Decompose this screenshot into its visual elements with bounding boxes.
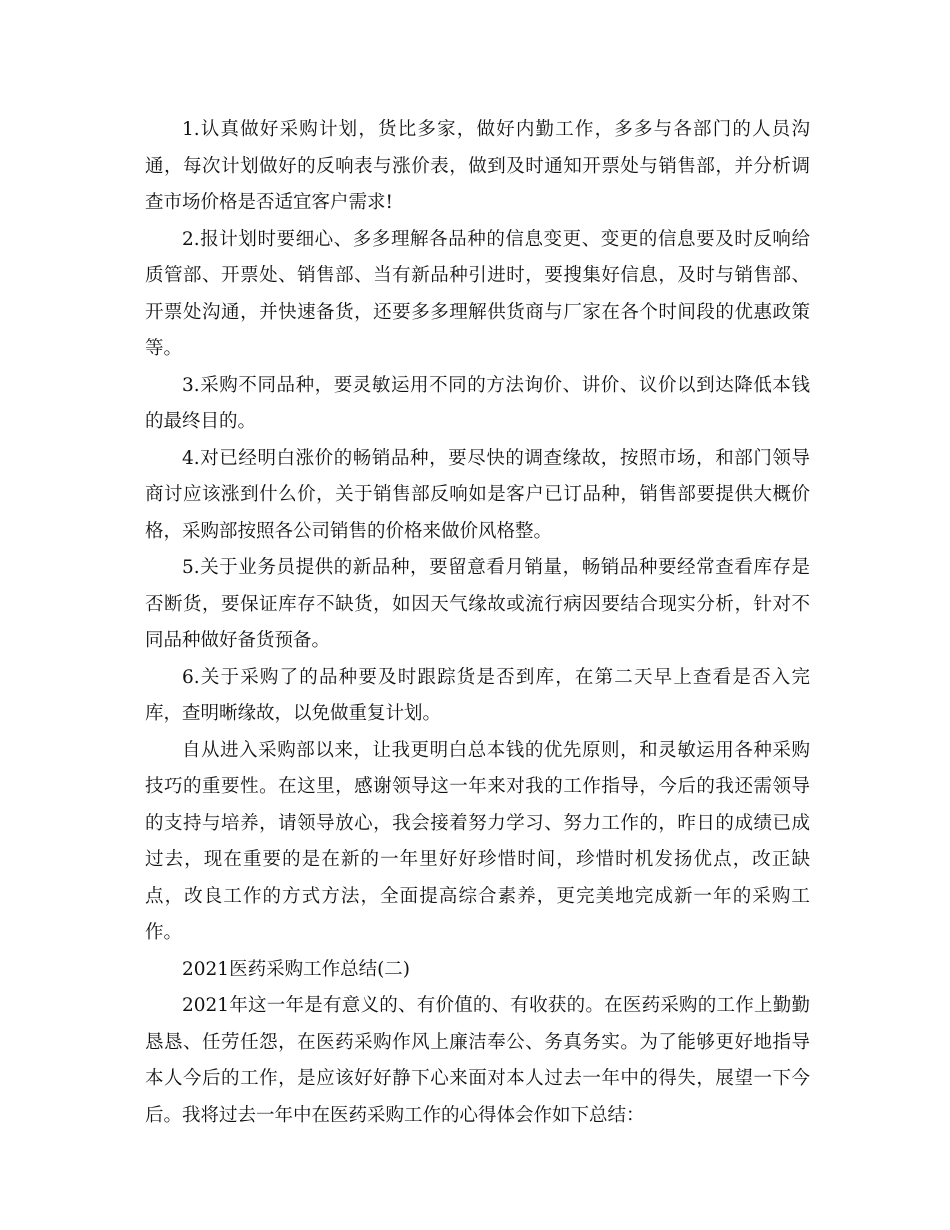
summary-paragraph: 自从进入采购部以来，让我更明白总本钱的优先原则，和灵敏运用各种采购技巧的重要性。在这里，感谢领导这一年来对我的工作指导，今后的我还需领导的支持与培养，请领导放心，我会接着努力学习、努力工作的，昨日的成绩已成过去，现在重要的是在新的一年里好好珍惜时间，珍惜时机发扬优点，改正缺点，改良工作的方式方法，全面提高综合素养，更完美地完成新一年的采购工作。 xyxy=(145,739,810,943)
document-body xyxy=(145,112,810,1134)
paragraph-item-5: 5.关于业务员提供的新品种，要留意看月销量，畅销品种要经常查看库存是否断货，要保证库存不缺货，如因天气缘故或流行病因要结合现实分析，针对不同品种做好备货预备。 xyxy=(145,557,810,651)
intro-paragraph: 2021年这一年是有意义的、有价值的、有收获的。在医药采购的工作上勤勤恳恳、任劳任怨，在医药采购作风上廉洁奉公、务真务实。为了能够更好地指导本人今后的工作，是应该好好静下心来面对本人过去一年中的得失，展望一下今后。我将过去一年中在医药采购工作的心得体会作如下总结： xyxy=(145,995,810,1126)
paragraph-item-3: 3.采购不同品种，要灵敏运用不同的方法询价、讲价、议价以到达降低本钱的最终目的。 xyxy=(145,374,810,432)
paragraph-item-2: 2.报计划时要细心、多多理解各品种的信息变更、变更的信息要及时反响给质管部、开票处、销售部、当有新品种引进时，要搜集好信息，及时与销售部、开票处沟通，并快速备货，还要多多理解供货商与厂家在各个时间段的优惠政策等。 xyxy=(145,228,810,359)
paragraph-item-1: 1.认真做好采购计划，货比多家，做好内勤工作，多多与各部门的人员沟通，每次计划做好的反响表与涨价表，做到及时通知开票处与销售部，并分析调查市场价格是否适宜客户需求! xyxy=(145,119,810,213)
paragraph-item-4: 4.对已经明白涨价的畅销品种，要尽快的调查缘故，按照市场，和部门领导商讨应该涨到什么价，关于销售部反响如是客户已订品种，销售部要提供大概价格，采购部按照各公司销售的价格来做价风格整。 xyxy=(145,447,810,542)
paragraph-item-6: 6.关于采购了的品种要及时跟踪货是否到库，在第二天早上查看是否入完库，查明晰缘故，以免做重复计划。 xyxy=(145,666,810,724)
section-heading: 2021医药采购工作总结(二) xyxy=(182,958,411,980)
